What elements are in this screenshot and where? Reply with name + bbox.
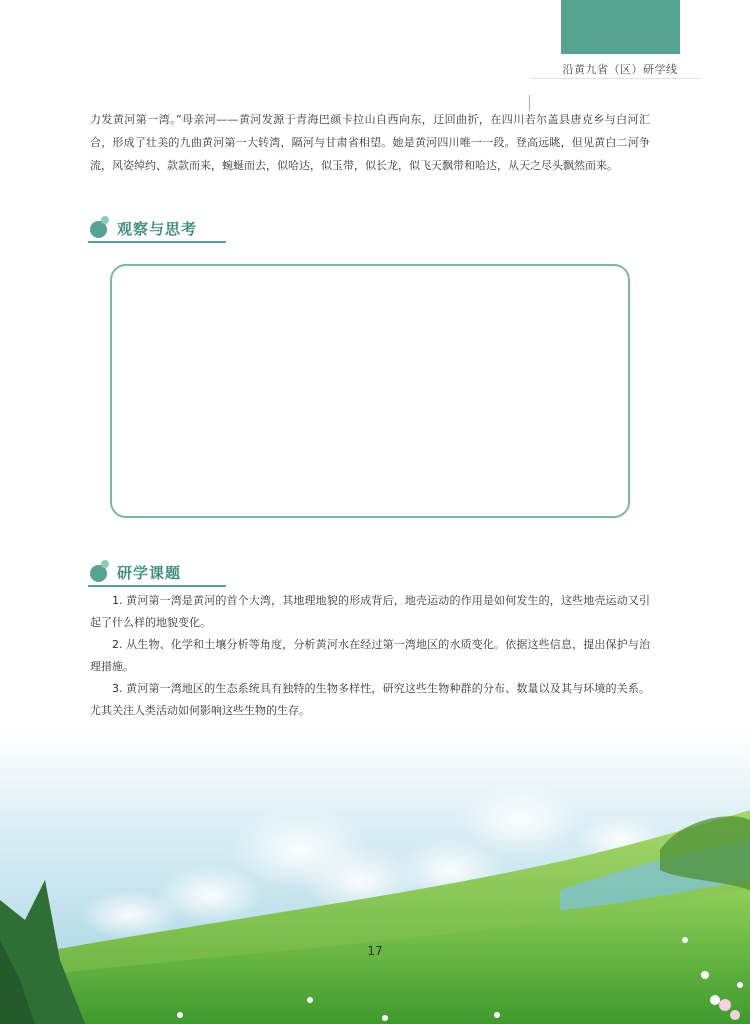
bullet-dot-small-icon (101, 560, 109, 568)
research-topic-item: 3. 黄河第一湾地区的生态系统具有独特的生物多样性，研究这些生物种群的分布、数量以及其与环境的关系。尤其关注人类活动如何影响这些生物的生存。 (90, 682, 650, 717)
section-heading-topics (88, 556, 226, 586)
page-number: 17 (367, 944, 383, 958)
intro-paragraph: 力发黄河第一湾。”母亲河——黄河发源于青海巴颜卡拉山自西向东，迂回曲折，在四川若尔盖县唐克乡与白河汇合，形成了壮美的九曲黄河第一大转湾，隔河与甘肃省相望。她是黄河四川唯一一段。登高远眺，但见黄白二河争流，风姿绰约、款款而来，蜿蜒而去，似哈达，似玉带，似长龙，似飞天飘带和哈达，从天之尽头飘然而来。 (90, 113, 650, 172)
research-topic-item: 1. 黄河第一湾是黄河的首个大湾，其地理地貌的形成背后，地壳运动的作用是如何发生的，这些地壳运动又引起了什么样的地貌变化。 (90, 594, 650, 629)
header-color-tab (561, 0, 680, 54)
bullet-dot-small-icon (101, 216, 109, 224)
research-topic-item: 2. 从生物、化学和土壤分析等角度，分析黄河水在经过第一湾地区的水质变化。依据这些信息，提出保护与治理措施。 (90, 638, 650, 673)
landscape-illustration (0, 730, 750, 1024)
research-topic-list (90, 590, 650, 722)
section-title: 观察与思考 (117, 220, 198, 238)
section-underline (88, 241, 226, 243)
section-underline (88, 585, 226, 587)
observation-answer-box[interactable] (110, 264, 630, 518)
section-title: 研学课题 (117, 564, 182, 582)
section-heading-observe (88, 212, 226, 242)
header-divider (530, 78, 700, 79)
running-header: 沿黄九省（区）研学线 (562, 63, 678, 76)
